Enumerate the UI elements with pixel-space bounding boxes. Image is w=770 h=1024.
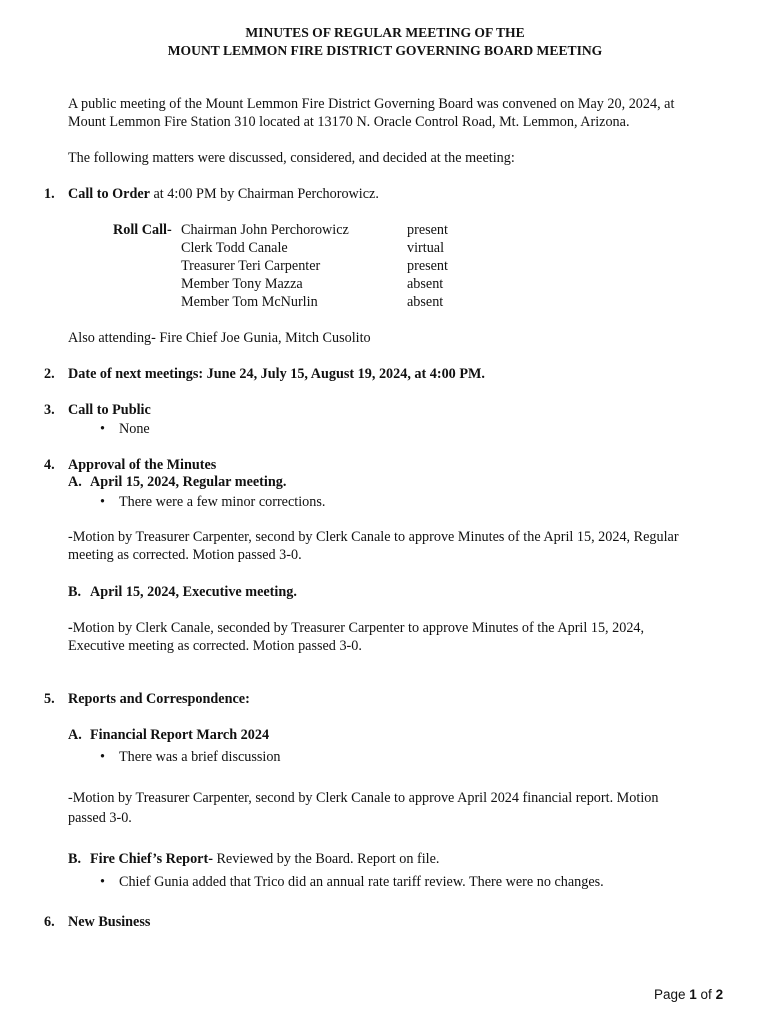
matters-statement: The following matters were discussed, considered, and decided at the meeting: (68, 150, 515, 166)
section-1-line (68, 185, 728, 203)
section-5b-heading: Fire Chief’s Report- (90, 851, 213, 867)
document-title-line-2: MOUNT LEMMON FIRE DISTRICT GOVERNING BOARD MEETING (167, 43, 603, 58)
page-current: 1 (689, 987, 697, 1002)
bullet-icon: • (100, 421, 105, 437)
also-attending: Also attending- Fire Chief Joe Gunia, Mitch Cusolito (68, 330, 371, 346)
section-4a-bullet: There were a few minor corrections. (119, 494, 326, 510)
section-4b-heading: April 15, 2024, Executive meeting. (90, 584, 297, 600)
bullet-icon: • (100, 494, 105, 510)
section-5b-label: B. (68, 851, 82, 867)
section-4a-heading: April 15, 2024, Regular meeting. (90, 474, 287, 490)
roll-call-name: Treasurer Teri Carpenter (181, 258, 321, 274)
section-5-number: 5. (44, 691, 55, 707)
roll-call-status: present (407, 222, 448, 238)
section-4a-motion-line-2: meeting as corrected. Motion passed 3-0. (68, 547, 302, 563)
roll-call-name: Clerk Todd Canale (181, 240, 288, 256)
roll-call-name: Member Tony Mazza (181, 276, 303, 292)
section-1-text: at 4:00 PM by Chairman Perchorowicz. (149, 186, 379, 202)
section-5a-bullet: There was a brief discussion (119, 749, 281, 765)
document-title-line-1: MINUTES OF REGULAR MEETING OF THE (245, 25, 525, 40)
section-3-bullet: None (119, 421, 150, 437)
section-5a-label: A. (68, 727, 82, 743)
section-5b-text: Reviewed by the Board. Report on file. (212, 851, 440, 867)
section-1-heading: Call to Order (68, 186, 150, 202)
roll-call-name: Member Tom McNurlin (181, 294, 318, 310)
section-5a-motion-line-1: -Motion by Treasurer Carpenter, second by Clerk Canale to approve April 2024 financial report. Motion (68, 790, 659, 806)
section-2-number: 2. (44, 366, 55, 382)
roll-call-status: virtual (407, 240, 445, 256)
section-5a-motion-line-2: passed 3-0. (68, 810, 132, 826)
section-4b-motion-line-1 (68, 619, 728, 637)
motion-dash: - (68, 620, 73, 636)
section-4b-label: B. (68, 584, 82, 600)
intro-line-1: A public meeting of the Mount Lemmon Fire District Governing Board was convened on May 20, 2024, at (68, 96, 675, 112)
section-4-number: 4. (44, 457, 55, 473)
section-4-heading: Approval of the Minutes (68, 457, 217, 473)
section-3-number: 3. (44, 402, 55, 418)
bullet-icon: • (100, 874, 105, 890)
roll-call-name: Chairman John Perchorowicz (181, 222, 349, 238)
section-2-heading: Date of next meetings: June 24, July 15, August 19, 2024, at 4:00 PM. (68, 366, 485, 382)
section-6-heading: New Business (68, 914, 151, 930)
section-1-number: 1. (44, 186, 55, 202)
roll-call-status: absent (407, 294, 444, 310)
section-6-number: 6. (44, 914, 55, 930)
section-5b-bullet: Chief Gunia added that Trico did an annual rate tariff review. There were no changes. (119, 874, 604, 890)
section-5a-heading: Financial Report March 2024 (90, 727, 270, 743)
roll-call-status: absent (407, 276, 444, 292)
section-4b-motion-line-2: Executive meeting as corrected. Motion passed 3-0. (68, 638, 362, 654)
roll-call-label: Roll Call- (113, 222, 172, 238)
page-word: Page (654, 987, 690, 1002)
roll-call-status: present (407, 258, 448, 274)
page-total: 2 (715, 987, 724, 1002)
section-5b-line (90, 850, 439, 868)
section-5-heading: Reports and Correspondence: (68, 691, 250, 707)
section-4b-motion-text: Motion by Clerk Canale, seconded by Treasurer Carpenter to approve Minutes of the April 15, 2024, (72, 620, 645, 636)
page-number (654, 986, 723, 1004)
page-of-word: of (696, 987, 716, 1002)
section-4a-motion-line-1: -Motion by Treasurer Carpenter, second by Clerk Canale to approve Minutes of the April 15, 2024, Regular (68, 529, 679, 545)
section-4a-label: A. (68, 474, 82, 490)
bullet-icon: • (100, 749, 105, 765)
intro-line-2: Mount Lemmon Fire Station 310 located at 13170 N. Oracle Control Road, Mt. Lemmon, Arizona. (68, 114, 630, 130)
section-3-heading: Call to Public (68, 402, 151, 418)
